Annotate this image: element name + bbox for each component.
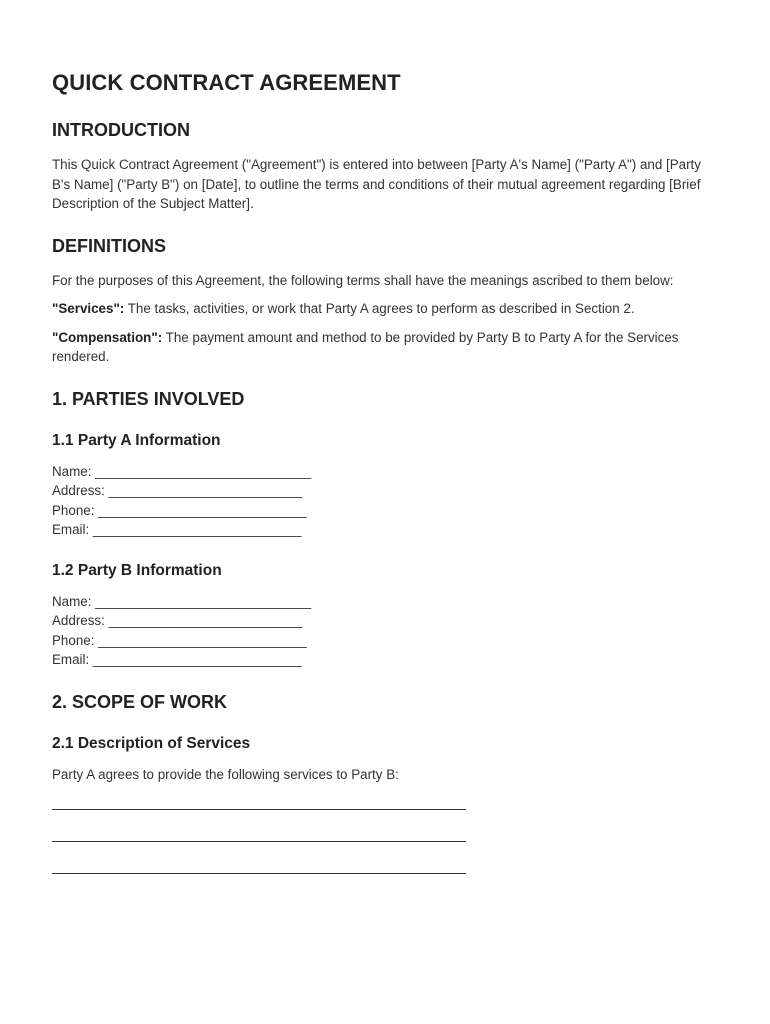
scope-section	[52, 692, 718, 875]
party-b-block	[52, 562, 718, 670]
document-title: QUICK CONTRACT AGREEMENT	[52, 70, 401, 95]
definition-text: The tasks, activities, or work that Party A agrees to perform as described in Section 2.	[124, 301, 635, 316]
parties-section	[52, 389, 718, 670]
introduction-section	[52, 120, 718, 214]
party-a-phone-field[interactable]: Phone: ____________________________	[52, 502, 307, 518]
party-a-email-field[interactable]: Email: ____________________________	[52, 522, 302, 537]
blank-line[interactable]	[52, 808, 466, 810]
party-b-name-field[interactable]: Name: _____________________________	[52, 593, 312, 609]
party-b-address-field[interactable]: Address: __________________________	[52, 613, 303, 628]
definition-term: "Compensation":	[52, 329, 163, 345]
party-b-email-field[interactable]: Email: ____________________________	[52, 652, 302, 667]
definition-compensation	[52, 328, 718, 367]
definitions-heading: DEFINITIONS	[52, 235, 167, 256]
services-blank-lines	[52, 808, 718, 874]
parties-heading: 1. PARTIES INVOLVED	[52, 388, 245, 409]
party-a-block	[52, 432, 718, 540]
party-a-address-field[interactable]: Address: __________________________	[52, 483, 303, 498]
definition-text: The payment amount and method to be provided by Party B to Party A for the Services rendered.	[52, 329, 679, 364]
definition-term: "Services":	[52, 301, 125, 316]
definitions-section	[52, 236, 718, 367]
party-a-heading: 1.1 Party A Information	[52, 431, 221, 449]
definitions-intro: For the purposes of this Agreement, the following terms shall have the meanings ascribed to them below:	[52, 272, 674, 288]
introduction-heading: INTRODUCTION	[52, 120, 190, 140]
scope-description-text: Party A agrees to provide the following services to Party B:	[52, 766, 399, 782]
scope-description-heading: 2.1 Description of Services	[52, 734, 251, 752]
blank-line[interactable]	[52, 840, 466, 842]
blank-line[interactable]	[52, 872, 466, 874]
party-b-heading: 1.2 Party B Information	[52, 561, 222, 579]
introduction-text: This Quick Contract Agreement ("Agreement") is entered into between [Party A's Name] ("Party A") and [Party B's Name] ("Party B") on [Date], to outline the terms and conditions of their mutual agreement regarding [Brief Description of the Subject Matter].	[52, 157, 701, 211]
definition-services	[52, 299, 718, 319]
scope-heading: 2. SCOPE OF WORK	[52, 691, 228, 712]
party-a-name-field[interactable]: Name: _____________________________	[52, 463, 312, 479]
party-b-phone-field[interactable]: Phone: ____________________________	[52, 632, 307, 648]
